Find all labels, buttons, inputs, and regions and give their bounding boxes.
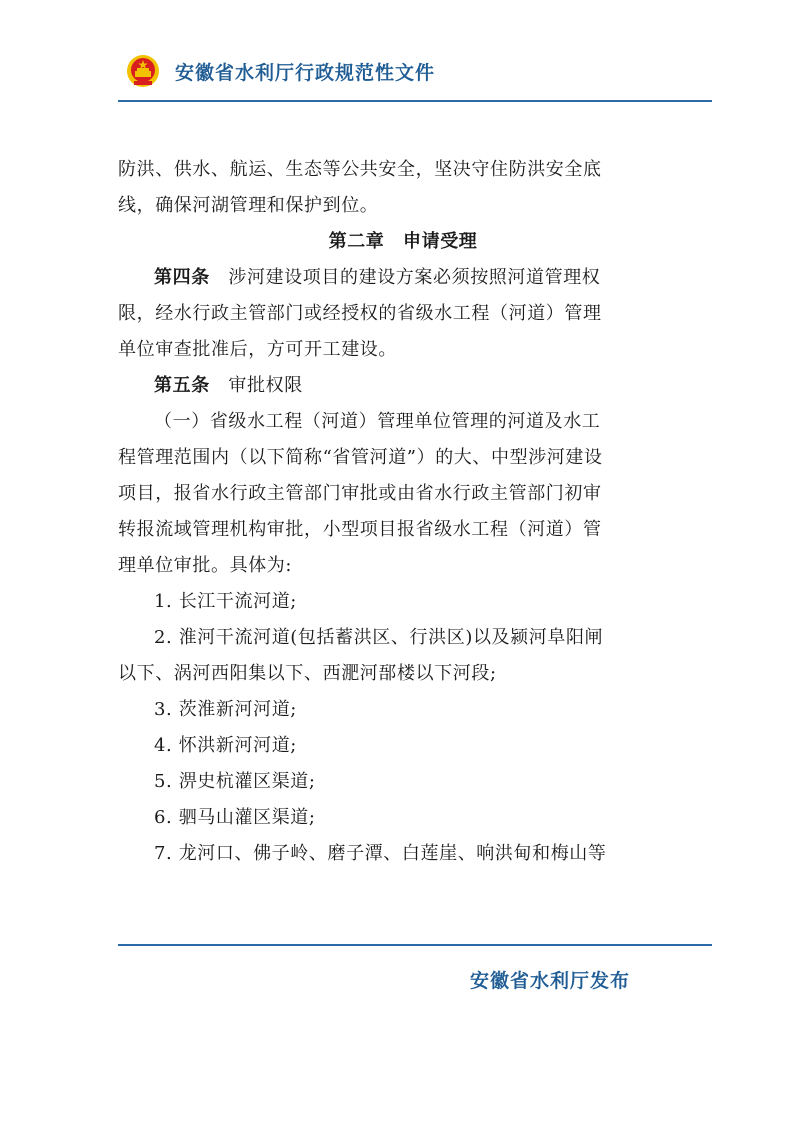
document-header	[120, 50, 712, 100]
text-line: （一）省级水工程（河道）管理单位管理的河道及水工	[154, 411, 601, 432]
list-item: 1. 长江干流河道;	[154, 591, 297, 612]
list-item: 7. 龙河口、佛子岭、磨子潭、白莲崖、响洪甸和梅山等	[154, 843, 607, 864]
text-line: 限，经水行政主管部门或经授权的省级水工程（河道）管理	[118, 303, 602, 324]
text-line: 审批权限	[209, 375, 303, 396]
list-item: 6. 驷马山灌区渠道;	[154, 807, 316, 828]
text-line: 单位审查批准后，方可开工建设。	[118, 339, 397, 360]
text-line: 项目，报省水行政主管部门审批或由省水行政主管部门初审	[118, 483, 602, 504]
footer-divider	[118, 944, 712, 946]
article-4	[118, 260, 688, 368]
text-line: 线，确保河湖管理和保护到位。	[118, 195, 379, 216]
national-emblem-icon	[126, 54, 160, 88]
list-item: 4. 怀洪新河河道;	[154, 735, 297, 756]
article-label: 第五条	[154, 375, 210, 396]
text-line: 理单位审批。具体为:	[118, 555, 293, 576]
chapter-heading: 第二章 申请受理	[328, 231, 478, 252]
header-divider	[118, 100, 712, 102]
paragraph	[118, 152, 688, 224]
header-title: 安徽省水利厅行政规范性文件	[175, 62, 436, 84]
list-item: 5. 淠史杭灌区渠道;	[154, 771, 316, 792]
article-5	[118, 368, 688, 404]
list-item: 2. 淮河干流河道(包括蓄洪区、行洪区)以及颍河阜阳闸 以下、涡河西阳集以下、西淝河郚楼以下河段;	[118, 627, 604, 684]
text-line: 程管理范围内（以下简称“省管河道”）的大、中型涉河建设	[118, 447, 603, 468]
article-label: 第四条	[154, 267, 210, 288]
footer-publisher: 安徽省水利厅发布	[470, 970, 631, 992]
text-line: 涉河建设项目的建设方案必须按照河道管理权	[209, 267, 601, 288]
text-line: 防洪、供水、航运、生态等公共安全，坚决守住防洪安全底	[118, 159, 602, 180]
section-1	[118, 404, 688, 584]
document-body	[118, 152, 688, 872]
text-line: 转报流域管理机构审批，小型项目报省级水工程（河道）管	[118, 519, 602, 540]
list-item: 3. 茨淮新河河道;	[154, 699, 297, 720]
